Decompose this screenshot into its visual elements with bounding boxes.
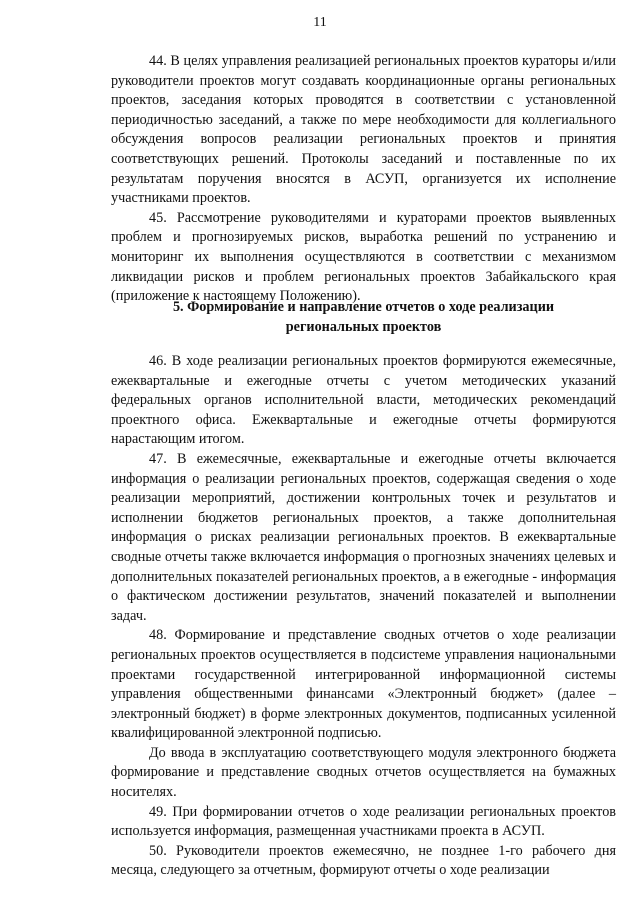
paragraph-45: 45. Рассмотрение руководителями и кураторами проектов выявленных проблем и прогнозируемых рисков, выработка решений по устранению и мониторинг их выполнения осуществляются в соответствии с механизмом ликвидации рисков и проблем региональных проектов Забайкальского края (приложение к настоящему Положению). [111,209,616,305]
text-block-top [111,52,616,307]
section-heading-line2: региональных проектов [285,318,442,335]
page-number: 11 [313,15,327,30]
paragraph-46: 46. В ходе реализации региональных проектов формируются ежемесячные, ежеквартальные и ежегодные отчеты с учетом методических указаний федеральных органов исполнительной власти, методических рекомендаций проектного офиса. Ежеквартальные и ежегодные отчеты формируются нарастающим итогом. [111,353,616,448]
paragraph-47: 47. В ежемесячные, ежеквартальные и ежегодные отчеты включается информация о реализации региональных проектов, содержащая сведения о ходе реализации мероприятий, достижении контрольных точек и результатов и исполнении бюджетов региональных проектов, а также дополнительная информация о рисках реализации региональных проектов. В ежеквартальные сводные отчеты также включается информация о прогнозных значениях целевых и дополнительных показателей региональных проектов, а в ежегодные - информация о фактическом достижении результатов, значений показателей и выполнении задач. [111,450,616,624]
paragraph-49: 49. При формировании отчетов о ходе реализации региональных проектов используется информация, размещенная участниками проекта в АСУП. [111,803,616,840]
section-heading [111,298,616,337]
paragraph-48: 48. Формирование и представление сводных отчетов о ходе реализации региональных проектов осуществляется в подсистеме управления национальными проектами государственной интегрированной информационной системы управления общественными финансами «Электронный бюджет» (далее – электронный бюджет) в форме электронных документов, подписанных усиленной квалифицированной электронной подписью. [111,627,616,742]
section-heading-line1: 5. Формирование и направление отчетов о ходе реализации [172,299,555,315]
paragraph-44: 44. В целях управления реализацией региональных проектов кураторы и/или руководители проектов могут создавать координационные органы региональных проектов, заседания которых проводятся в соответствии с установленной периодичностью заседаний, а также по мере необходимости для коллегиального обсуждения вопросов реализации региональных проектов и принятия соответствующих решений. Протоколы заседаний и поставленные по их результатам поручения вносятся в АСУП, организуется их исполнение участниками проектов. [111,53,616,207]
paragraph-50: 50. Руководители проектов ежемесячно, не позднее 1-го рабочего дня месяца, следующего за отчетным, формируют отчеты о ходе реализации [111,842,616,879]
paragraph-48-continued: До ввода в эксплуатацию соответствующего модуля электронного бюджета формирование и представление сводных отчетов осуществляется на бумажных носителях. [111,744,616,801]
text-block-bottom [111,352,616,881]
